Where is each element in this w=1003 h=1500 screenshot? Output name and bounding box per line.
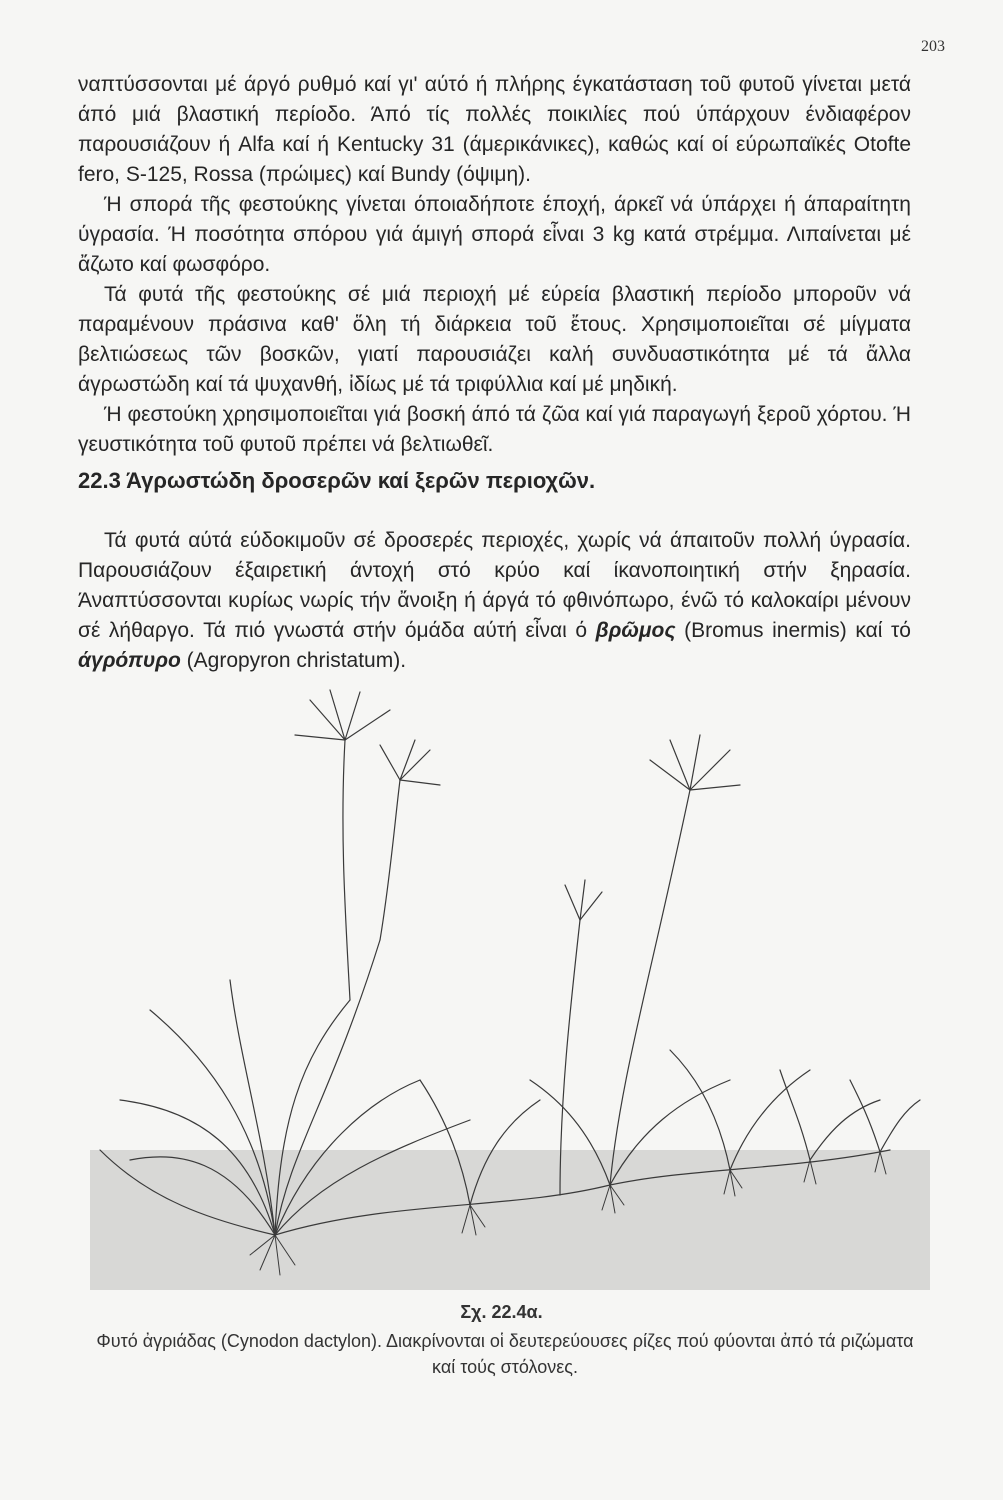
figure-caption: Φυτό ἀγριάδας (Cynodon dactylon). Διακρίνονται οἱ δευτερεύουσες ρίζες πού φύονται ἀπό τά ριζώματα καί τούς στόλονες.	[96, 1331, 914, 1377]
term-bromus: βρῶμος	[595, 619, 676, 642]
paragraph: Ή σπορά τῆς φεστούκης γίνεται όποιαδήποτε έποχή, άρκεῖ νά ύπάρχει ή άπαραίτητη ύγρασία. Ή ποσότητα σπόρου γιά άμιγή σπορά εἶναι 3 kg κατά στρέμμα. Λιπαίνεται μέ ἄζωτο καί φωσφόρο.	[78, 193, 911, 276]
paragraph: Ή φεστούκη χρησιμοποιεῖται γιά βοσκή άπό τά ζῶα καί γιά παραγωγή ξεροῦ χόρτου. Ή γευστικότητα τοῦ φυτοῦ πρέπει νά βελτιωθεῖ.	[78, 403, 911, 456]
page-number: 203	[921, 38, 945, 55]
section-text-middle: (Bromus inermis) καί τό	[684, 619, 911, 642]
term-agropyron: άγρόπυρο	[78, 649, 181, 672]
spike-cluster	[295, 690, 390, 740]
cynodon-drawing	[90, 680, 930, 1290]
paragraph: ναπτύσσονται μέ άργό ρυθμό καί γι' αύτό ή πλήρης έγκατάσταση τοῦ φυτοῦ γίνεται μετά άπό μιά βλαστική περίοδο. Άπό τίς πολλές ποικιλίες πού ύπάρχουν ένδιαφέρον παρουσιάζουν ή Alfa καί ή Kentucky 31 (άμερικάνικες), καθώς καί οί εύρωπαϊκές Otofte fero, S-125, Rossa (πρώιμες) καί Bundy (όψιμη).	[78, 73, 911, 186]
leaf	[880, 1100, 920, 1152]
spike-cluster	[380, 740, 440, 785]
section-22-3	[78, 466, 911, 676]
spike-cluster	[650, 735, 740, 790]
section-text-after: (Agropyron christatum).	[186, 649, 407, 672]
culm	[380, 780, 400, 940]
figure-label: Σχ. 22.4α.	[460, 1302, 543, 1322]
paragraph: Τά φυτά τῆς φεστούκης σέ μιά περιοχή μέ εύρεία βλαστική περίοδο μποροῦν νά παραμένουν πράσινα καθ' ὅλη τή διάρκεια τοῦ ἔτους. Χρησιμοποιεῖται σέ μίγματα βελτιώσεως τῶν βοσκῶν, γιατί παρουσιάζει καλή συνδυαστικότητα μέ τά ἄλλα άγρωστώδη καί τά ψυχανθή, ἰδίως μέ τά τριφύλλια καί μέ μηδική.	[78, 283, 911, 396]
section-paragraph	[78, 526, 911, 676]
leaf	[850, 1080, 880, 1152]
culm	[610, 790, 690, 1185]
leaf	[780, 1070, 810, 1160]
section-text-before: Τά φυτά αύτά εύδοκιμοῦν σέ δροσερές περιοχές, χωρίς νά άπαιτοῦν πολλή ύγρασία. Παρουσιάζουν έξαιρετική άντοχή στό κρύο καί ίκανοποιητική στήν ξηρασία. Άναπτύσσονται κυρίως νωρίς τήν ἄνοιξη ή άργά τό φθινόπωρο, ένῶ τό καλοκαίρι μένουν σέ λήθαργο. Τά πιό γνωστά στήν όμάδα αύτή εἶναι ό	[78, 529, 911, 642]
body-text	[78, 70, 911, 460]
section-heading: 22.3 Άγρωστώδη δροσερῶν καί ξερῶν περιοχῶν.	[78, 468, 596, 493]
culm	[343, 740, 350, 1000]
spike-cluster	[565, 880, 602, 920]
plant-illustration	[90, 680, 930, 1290]
